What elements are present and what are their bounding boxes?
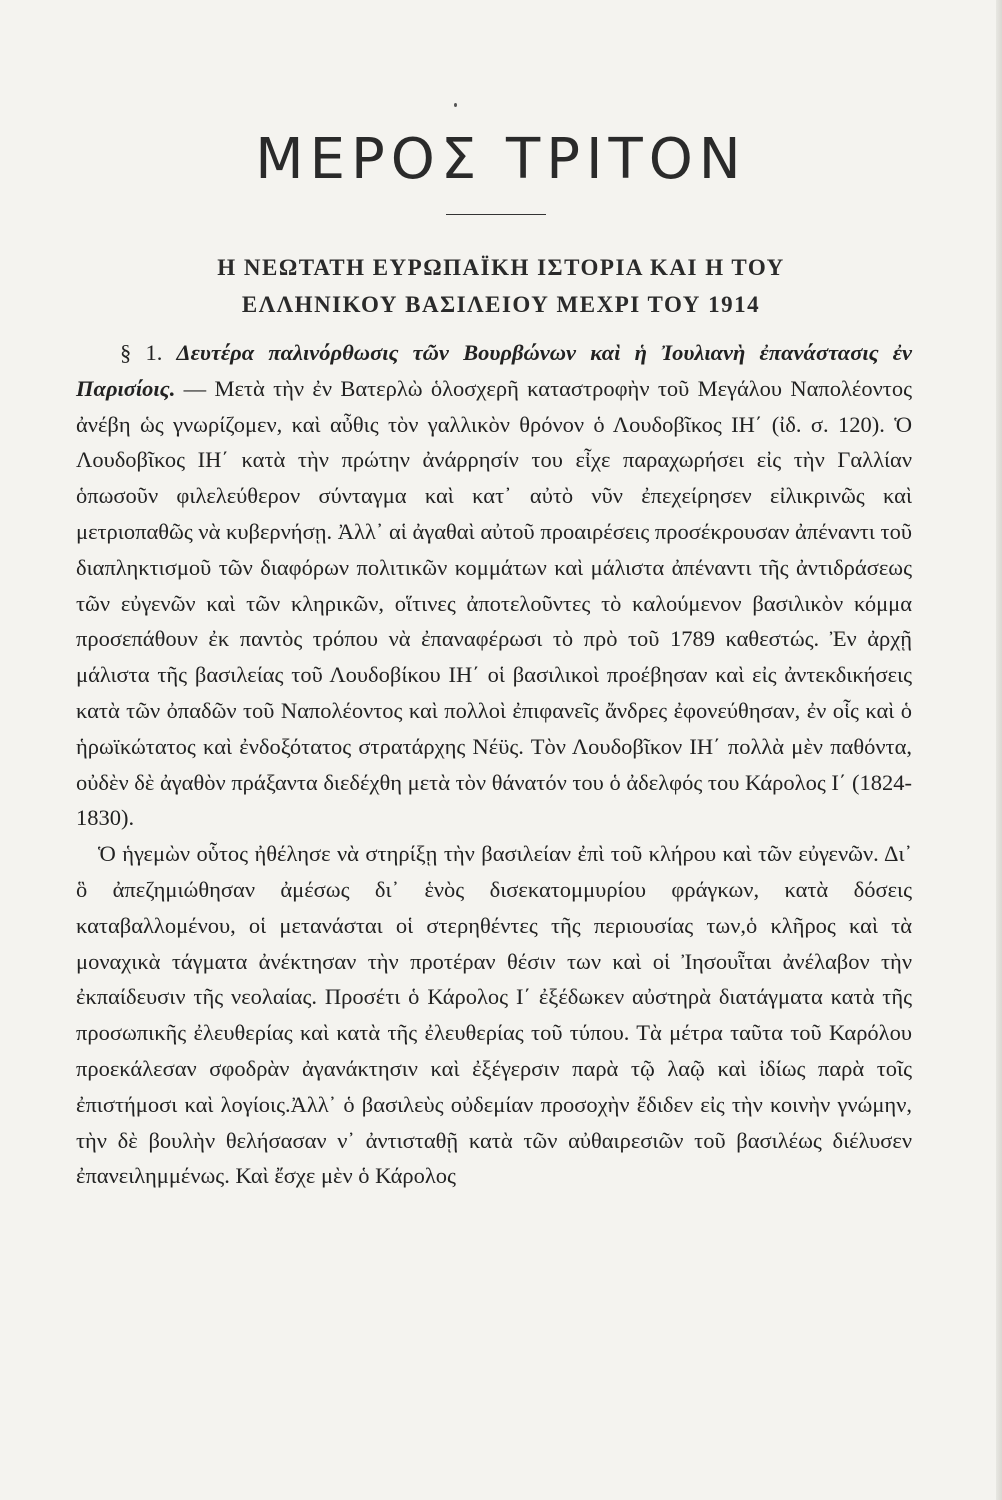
section-number: § 1. bbox=[120, 340, 163, 365]
subtitle-line-2: ΕΛΛΗΝΙΚΟΥ ΒΑΣΙΛΕΙΟΥ ΜΕΧΡΙ ΤΟΥ 1914 bbox=[241, 292, 761, 317]
section-heading: Δευτέρα παλινόρθωσις τῶν Βουρβώνων καὶ ἡ Ἰουλιανὴ ἐπανάστασις ἐν Παρισίοις. bbox=[76, 340, 913, 401]
body-text bbox=[76, 335, 912, 1194]
paragraph-1-text: — Μετὰ τὴν ἐν Βατερλὼ ὁλοσχερῆ καταστροφὴν τοῦ Μεγάλου Ναπολέοντος ἀνέβη ὡς γνωρίζομεν, καὶ αὖθις τὸν γαλλικὸν θρόνον ὁ Λουδοβῖκος ΙΗ΄ (ἰδ. σ. 120). Ὁ Λουδοβῖκος ΙΗ΄ κατὰ τὴν πρώτην ἀνάρρησίν του εἶχε παραχωρήσει εἰς τὴν Γαλλίαν ὁπωσοῦν φιλελεύθερον σύνταγμα καὶ κατ᾽ αὐτὸ νῦν ἐπεχείρησεν εἰλικρινῶς καὶ μετριοπαθῶς νὰ κυβερνήσῃ. Ἀλλ᾽ αἱ ἀγαθαὶ αὐτοῦ προαιρέσεις προσέκρουσαν ἀπέναντι τοῦ διαπληκτισμοῦ τῶν διαφόρων πολιτικῶν κομμάτων καὶ μάλιστα ἀπέναντι τῆς ἀντιδράσεως τῶν εὐγενῶν καὶ τῶν κληρικῶν, οἵτινες ἀποτελοῦντες τὸ καλούμενον βασιλικὸν κόμμα προσεπάθουν ἐκ παντὸς τρόπου νὰ ἐπαναφέρωσι τὸ πρὸ τοῦ 1789 καθεστώς. Ἐν ἀρχῇ μάλιστα τῆς βασιλείας τοῦ Λουδοβίκου ΙΗ΄ οἱ βασιλικοὶ προέβησαν καὶ εἰς ἀντεκδικήσεις κατὰ τῶν ὀπαδῶν τοῦ Ναπολέοντος καὶ πολλοὶ ἐπιφανεῖς ἄνδρες ἐφονεύθησαν, ἐν οἷς καὶ ὁ ἡρωϊκώτατος καὶ ἐνδοξότατος στρατάρχης Νέϋς. Τὸν Λουδοβῖκον ΙΗ΄ πολλὰ μὲν παθόντα, οὐδὲν δὲ ἀγαθὸν πράξαντα διεδέχθη μετὰ τὸν θάνατόν του ὁ ἀδελφός του Κάρολος Ι΄ (1824-1830). bbox=[76, 375, 913, 831]
page-edge-shadow bbox=[996, 0, 1002, 1500]
paragraph-1 bbox=[76, 335, 912, 836]
part-title: ΜΕΡΟΣ ΤΡΙΤΟΝ bbox=[255, 127, 747, 192]
subtitle-line-1: Η ΝΕΩΤΑΤΗ ΕΥΡΩΠΑΪΚΗ ΙΣΤΟΡΙΑ ΚΑΙ Η ΤΟΥ bbox=[217, 255, 785, 280]
title-divider bbox=[446, 214, 546, 215]
paragraph-2: Ὁ ἡγεμὼν οὗτος ἠθέλησε νὰ στηρίξῃ τὴν βασιλείαν ἐπὶ τοῦ κλήρου καὶ τῶν εὐγενῶν. Δι᾽ ὃ ἀπεζημιώθησαν ἀμέσως δι᾽ ἑνὸς δισεκατομμυρίου φράγκων, κατὰ δόσεις καταβαλλομένου, οἱ μετανάσται οἱ στερηθέντες τῆς περιουσίας των,ὁ κλῆρος καὶ τὰ μοναχικὰ τάγματα ἀνέκτησαν τὴν προτέραν θέσιν των καὶ οἱ Ἰησουῗται ἀνέλαβον τὴν ἐκπαίδευσιν τῆς νεολαίας. Προσέτι ὁ Κάρολος Ι΄ ἐξέδωκεν αὐστηρὰ διατάγματα κατὰ τῆς προσωπικῆς ἐλευθερίας καὶ κατὰ τῆς ἐλευθερίας τοῦ τύπου. Τὰ μέτρα ταῦτα τοῦ Καρόλου προεκάλεσαν σφοδρὰν ἀγανάκτησιν καὶ ἐξέγερσιν παρὰ τῷ λαῷ καὶ ἰδίως παρὰ τοῖς ἐπιστήμοσι καὶ λογίοις.Ἀλλ᾽ ὁ βασιλεὺς οὐδεμίαν προσοχὴν ἔδιδεν εἰς τὴν κοινὴν γνώμην, τὴν δὲ βουλὴν θελήσασαν ν᾽ ἀντισταθῇ κατὰ τῶν αὐθαιρεσιῶν τοῦ βασιλέως διέλυσεν ἐπανειλημμένως. Καὶ ἔσχε μὲν ὁ Κάρολος bbox=[76, 841, 912, 1189]
ink-speck bbox=[454, 103, 457, 107]
